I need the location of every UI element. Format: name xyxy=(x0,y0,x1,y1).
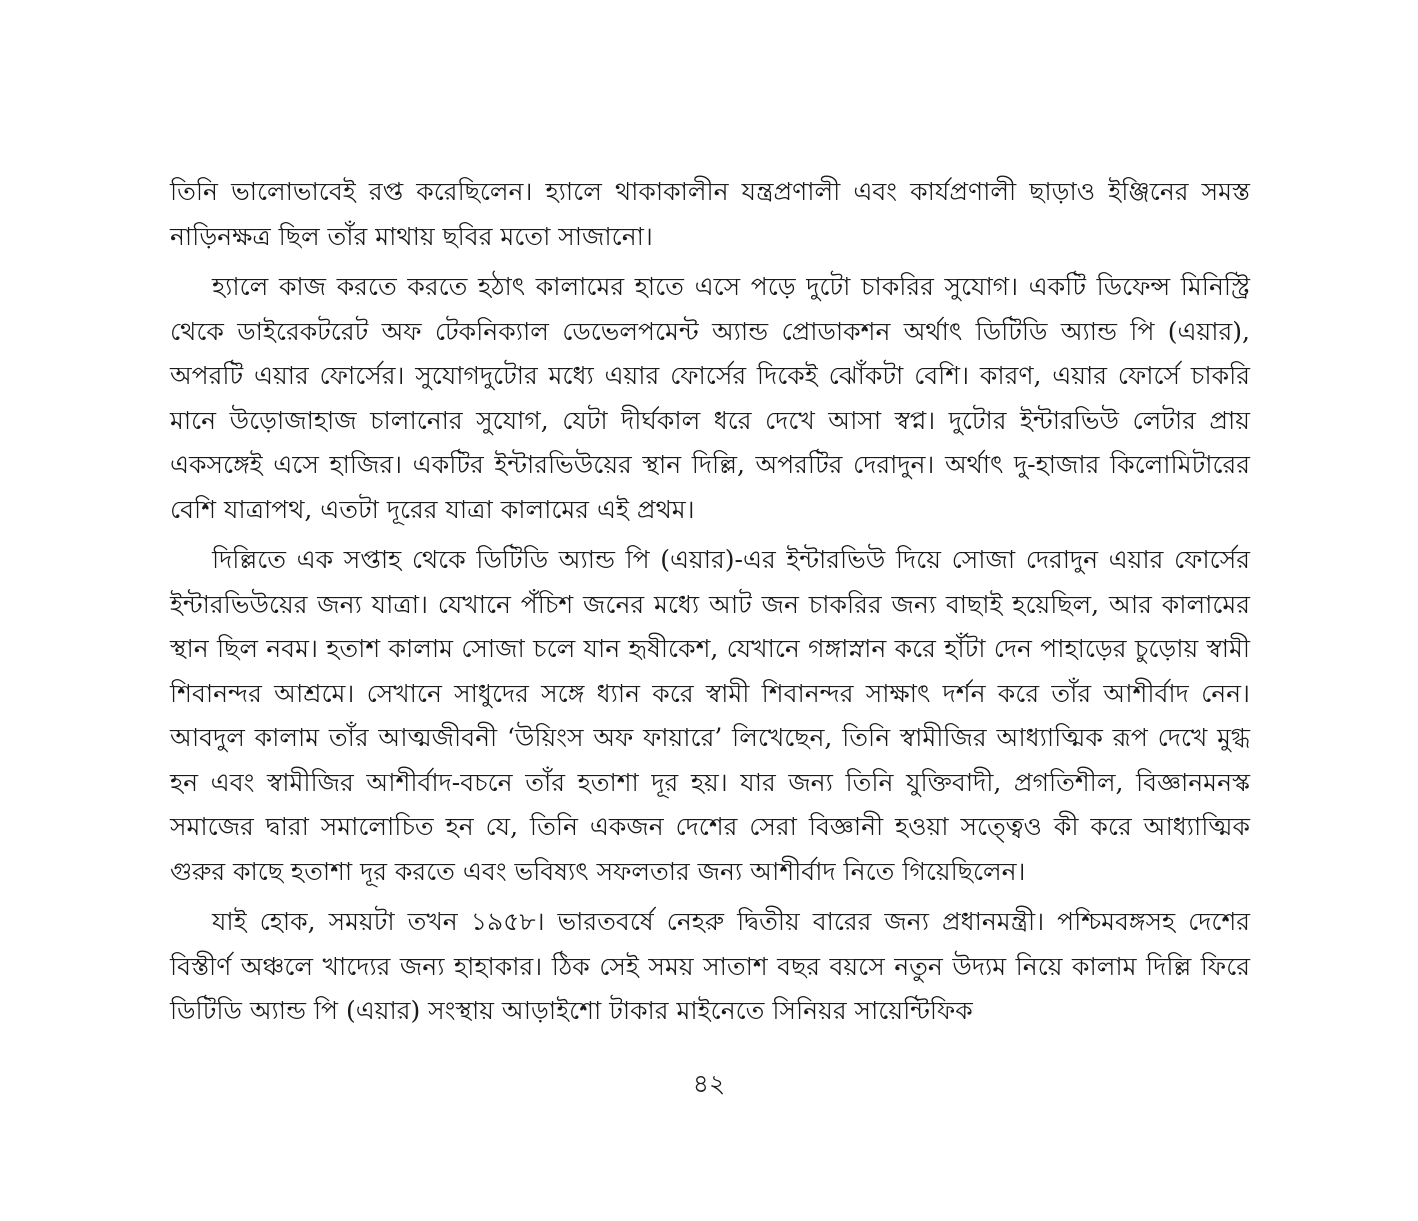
paragraph-interviews: দিল্লিতে এক সপ্তাহ থেকে ডিটিডি অ্যান্ড পি (এয়ার)-এর ইন্টারভিউ দিয়ে সোজা দেরাদুন এয়ার ফোর্সের ইন্টারভিউয়ের জন্য যাত্রা। যেখানে পঁচিশ জনের মধ্যে আট জন চাকরির জন্য বাছাই হয়েছিল, আর কালামের স্থান ছিল নবম। হতাশ কালাম সোজা চলে যান হৃষীকেশ, যেখানে গঙ্গাস্নান করে হাঁটা দেন পাহাড়ের চুড়োয় স্বামী শিবানন্দর আশ্রমে। সেখানে সাধুদের সঙ্গে ধ্যান করে স্বামী শিবানন্দর সাক্ষাৎ দর্শন করে তাঁর আশীর্বাদ নেন। আবদুল কালাম তাঁর আত্মজীবনী ‘উয়িংস অফ ফায়ারে’ লিখেছেন, তিনি স্বামীজির আধ্যাত্মিক রূপ দেখে মুগ্ধ হন এবং স্বামীজির আশীর্বাদ-বচনে তাঁর হতাশা দূর হয়। যার জন্য তিনি যুক্তিবাদী, প্রগতিশীল, বিজ্ঞানমনস্ক সমাজের দ্বারা সমালোচিত হন যে, তিনি একজন দেশের সেরা বিজ্ঞানী হওয়া সত্ত্বেও কী করে আধ্যাত্মিক গুরুর কাছে হতাশা দূর করতে এবং ভবিষ্যৎ সফলতার জন্য আশীর্বাদ নিতে গিয়েছিলেন। xyxy=(170,545,1250,886)
paragraph-1958: যাই হোক, সময়টা তখন ১৯৫৮। ভারতবর্ষে নেহরু দ্বিতীয় বারের জন্য প্রধানমন্ত্রী। পশ্চিমবঙ্গসহ দেশের বিস্তীর্ণ অঞ্চলে খাদ্যের জন্য হাহাকার। ঠিক সেই সময় সাতাশ বছর বয়সে নতুন উদ্যম নিয়ে কালাম দিল্লি ফিরে ডিটিডি অ্যান্ড পি (এয়ার) সংস্থায় আড়াইশো টাকার মাইনেতে সিনিয়র সায়েন্টিফিক xyxy=(170,907,1250,1025)
paragraph-job-opportunities: হ্যালে কাজ করতে করতে হঠাৎ কালামের হাতে এসে পড়ে দুটো চাকরির সুযোগ। একটি ডিফেন্স মিনিস্ট্রি থেকে ডাইরেকটরেট অফ টেকনিক্যাল ডেভেলপমেন্ট অ্যান্ড প্রোডাকশন অর্থাৎ ডিটিডি অ্যান্ড পি (এয়ার), অপরটি এয়ার ফোর্সের। সুযোগদুটোর মধ্যে এয়ার ফোর্সের দিকেই ঝোঁকটা বেশি। কারণ, এয়ার ফোর্সে চাকরি মানে উড়োজাহাজ চালানোর সুযোগ, যেটা দীর্ঘকাল ধরে দেখে আসা স্বপ্ন। দুটোর ইন্টারভিউ লেটার প্রায় একসঙ্গেই এসে হাজির। একটির ইন্টারভিউয়ের স্থান দিল্লি, অপরটির দেরাদুন। অর্থাৎ দু-হাজার কিলোমিটারের বেশি যাত্রাপথ, এতটা দূরের যাত্রা কালামের এই প্রথম। xyxy=(170,272,1250,524)
body-text xyxy=(170,170,1250,1040)
page-number: ৪২ xyxy=(692,1069,726,1098)
paragraph-continuation: তিনি ভালোভাবেই রপ্ত করেছিলেন। হ্যালে থাকাকালীন যন্ত্রপ্রণালী এবং কার্যপ্রণালী ছাড়াও ইঞ্জিনের সমস্ত নাড়িনক্ষত্র ছিল তাঁর মাথায় ছবির মতো সাজানো। xyxy=(170,177,1250,251)
